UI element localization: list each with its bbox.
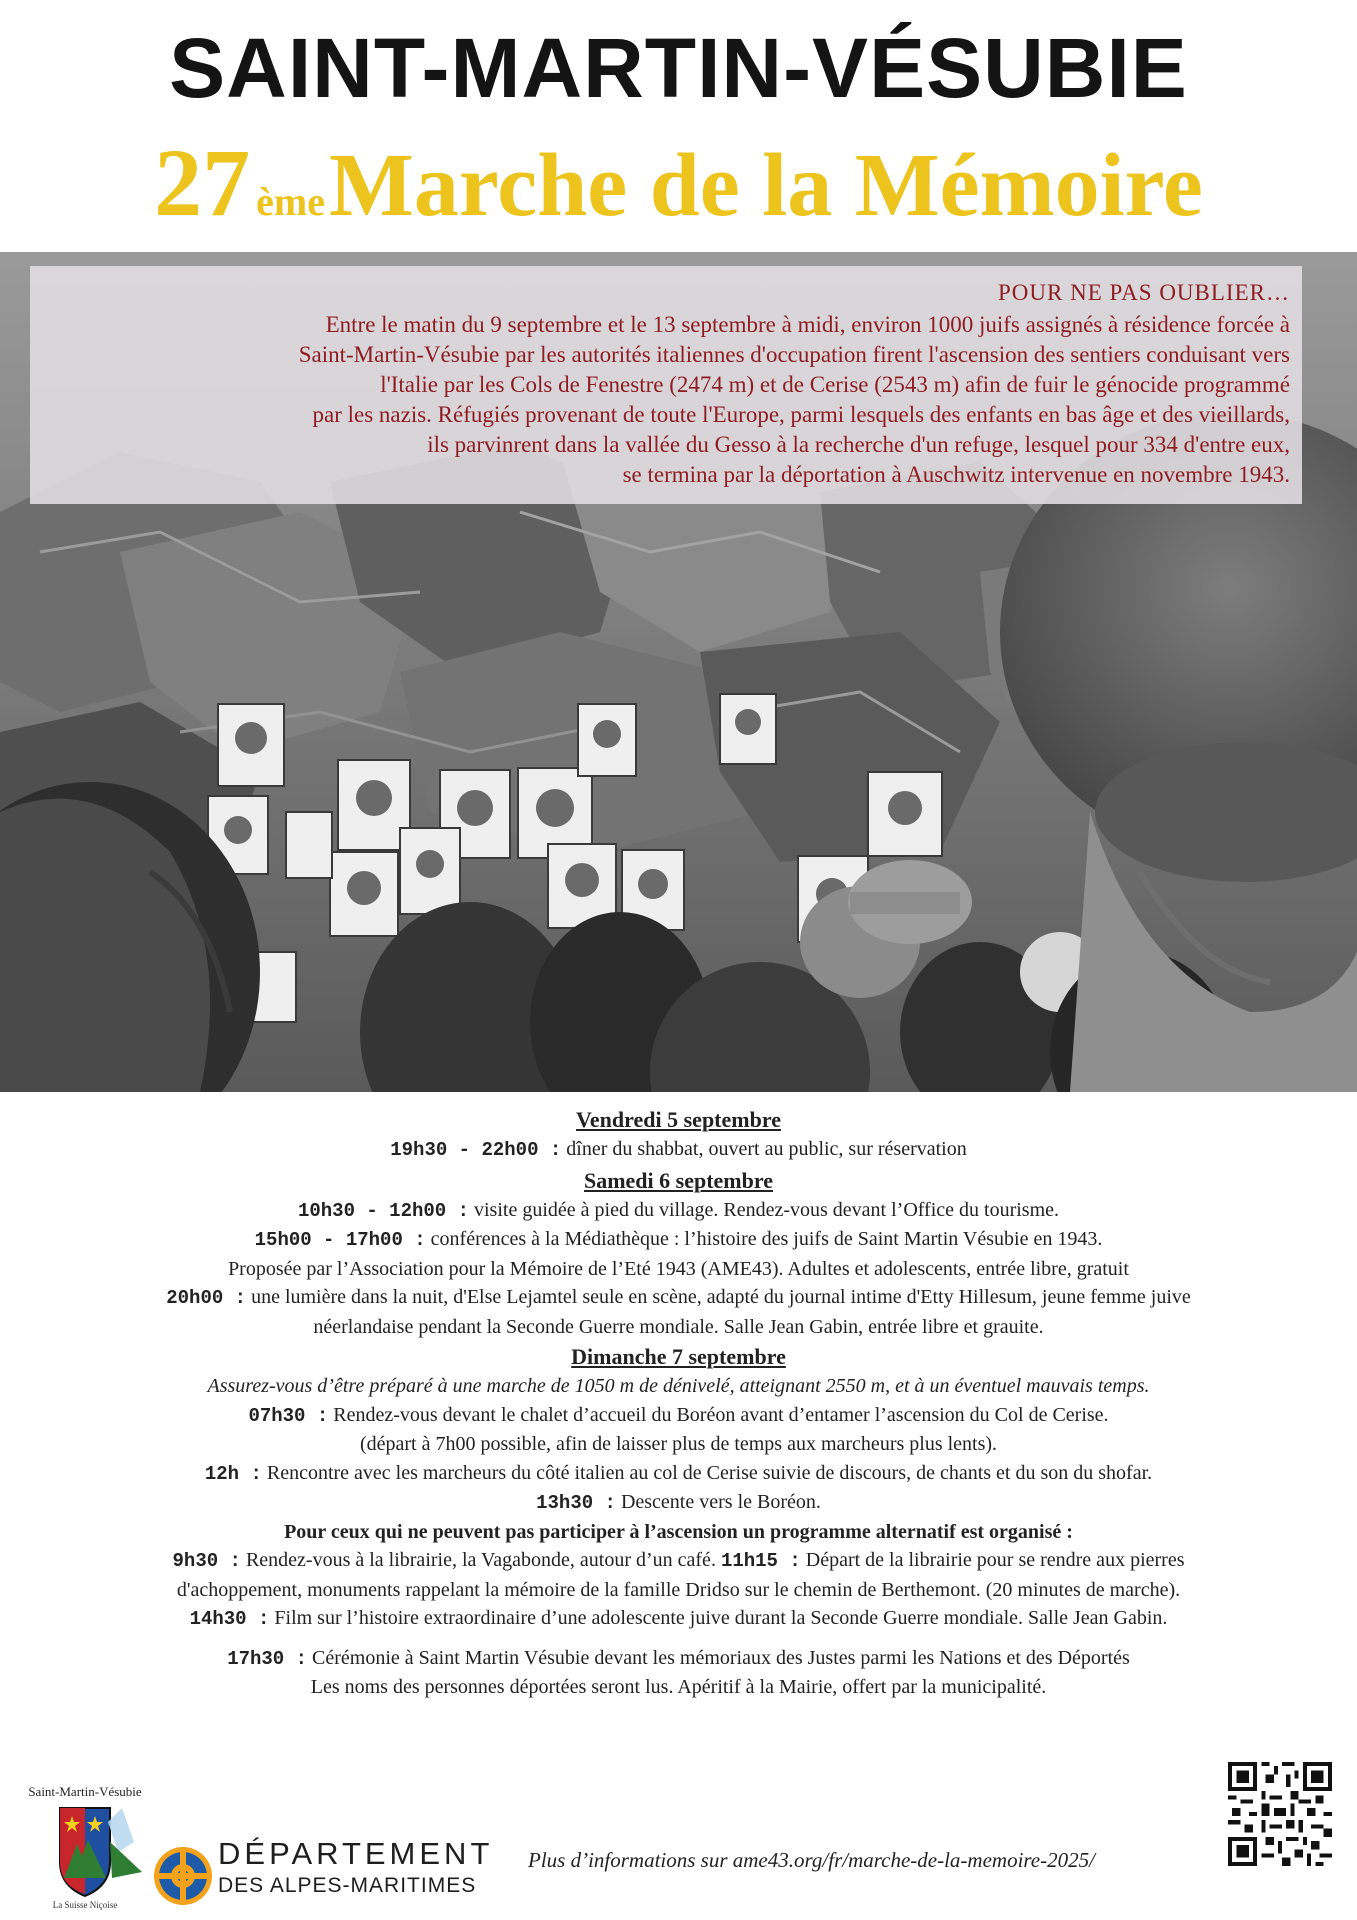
department-emblem-icon <box>148 1830 218 1910</box>
department-name: DÉPARTEMENT <box>218 1836 494 1871</box>
spacer <box>0 1634 1357 1644</box>
intro-line: se termina par la déportation à Auschwitz intervenue en novembre 1943. <box>622 462 1290 487</box>
intro-panel <box>30 266 1302 504</box>
edition-suffix: ème <box>256 179 325 224</box>
program-section <box>0 1104 1357 1702</box>
program-text: Cérémonie à Saint Martin Vésubie devant les mémoriaux des Justes parmi les Nations et des Déportés <box>307 1646 1130 1669</box>
town-logo <box>22 1782 148 1912</box>
program-note: Proposée par l’Association pour la Mémoire de l’Eté 1943 (AME43). Adultes et adolescents, entrée libre, gratuit <box>228 1257 1129 1280</box>
program-item <box>0 1459 1357 1489</box>
program-time: 20h00 : <box>166 1287 247 1309</box>
intro-heading: POUR NE PAS OUBLIER… <box>997 280 1290 305</box>
program-text: Descente vers le Boréon. <box>615 1491 821 1513</box>
intro-line: Entre le matin du 9 septembre et le 13 septembre à midi, environ 1000 juifs assignés à résidence forcée à <box>325 312 1290 337</box>
program-text-continued: néerlandaise pendant la Seconde Guerre mondiale. Salle Jean Gabin, entrée libre et grauite. <box>313 1315 1044 1338</box>
program-item <box>0 1196 1357 1226</box>
program-item <box>0 1604 1357 1634</box>
town-logo-bottom-text: La Suisse Niçoise <box>52 1900 118 1910</box>
program-item <box>0 1546 1357 1576</box>
more-info-link[interactable]: Plus d’informations sur ame43.org/fr/marche-de-la-memoire-2025/ <box>528 1848 1095 1872</box>
program-time: 07h30 : <box>248 1404 329 1427</box>
program-item <box>0 1225 1357 1255</box>
intro-line: par les nazis. Réfugiés provenant de toute l'Europe, parmi lesquels des enfants en bas âge et des vieillards, <box>312 402 1290 427</box>
program-text: Rendez-vous devant le chalet d’accueil du Boréon avant d’entamer l’ascension du Col de Cerise. <box>328 1403 1109 1426</box>
day-heading-sunday: Dimanche 7 septembre <box>571 1344 786 1369</box>
program-time: 10h30 - 12h00 : <box>297 1199 469 1222</box>
program-time: 12h : <box>204 1462 262 1485</box>
program-item <box>0 1283 1357 1313</box>
edition-number: 27 <box>154 129 251 236</box>
intro-line: Saint-Martin-Vésubie par les autorités italiennes d'occupation firent l'ascension des sentiers conduisant vers <box>298 342 1290 367</box>
program-text-continued: Les noms des personnes déportées seront lus. Apéritif à la Mairie, offert par la municipalité. <box>310 1676 1047 1698</box>
program-item <box>0 1135 1357 1165</box>
program-text: une lumière dans la nuit, d'Else Lejamtel seule en scène, adapté du journal intime d'Etty Hillesum, jeune femme juive <box>246 1286 1191 1308</box>
program-text: dîner du shabbat, ouvert au public, sur réservation <box>561 1138 967 1160</box>
program-text-continued: d'achoppement, monuments rappelant la mémoire de la famille Dridso sur le chemin de Berthemont. (20 minutes de marche). <box>176 1578 1181 1601</box>
intro-line: ils parvinrent dans la vallée du Gesso à la recherche d'un refuge, lesquel pour 334 d'entre eux, <box>427 432 1290 457</box>
department-region: DES ALPES-MARITIMES <box>218 1874 477 1897</box>
day-heading-saturday: Samedi 6 septembre <box>583 1167 774 1193</box>
program-warning: Assurez-vous d’être préparé à une marche de 1050 m de dénivelé, atteignant 2550 m, et à un éventuel mauvais temps. <box>207 1375 1150 1397</box>
town-logo-top-text: Saint-Martin-Vésubie <box>28 1784 142 1799</box>
day-heading-friday: Vendredi 5 septembre <box>576 1107 781 1132</box>
program-time: 17h30 : <box>227 1647 308 1670</box>
town-coat-of-arms-icon <box>60 1808 142 1896</box>
poster-subtitle <box>0 128 1357 266</box>
alt-program-heading: Pour ceux qui ne peuvent pas participer à l’ascension un programme alternatif est organisé : <box>284 1520 1073 1543</box>
program-item <box>0 1401 1357 1431</box>
program-time: 15h00 - 17h00 : <box>254 1229 426 1251</box>
program-time: 9h30 : <box>172 1550 241 1572</box>
program-text: Rencontre avec les marcheurs du côté italien au col de Cerise suivie de discours, de chants et du son du shofar. <box>261 1461 1153 1484</box>
program-time: 13h30 : <box>536 1492 616 1514</box>
program-text: Rendez-vous à la librairie, la Vagabonde, autour d’un café. <box>240 1549 721 1571</box>
program-text: Film sur l’histoire extraordinaire d’une adolescente juive durant la Seconde Guerre mondiale. Salle Jean Gabin. <box>269 1607 1168 1629</box>
program-item <box>0 1488 1357 1518</box>
program-text: conférences à la Médiathèque : l’histoire des juifs de Saint Martin Vésubie en 1943. <box>425 1228 1103 1250</box>
intro-text <box>40 310 1290 490</box>
poster-title: SAINT-MARTIN-VÉSUBIE <box>169 21 1188 115</box>
program-text: visite guidée à pied du village. Rendez-vous devant l’Office du tourisme. <box>469 1198 1060 1221</box>
program-time: 14h30 : <box>189 1608 270 1630</box>
event-name: Marche de la Mémoire <box>328 136 1203 235</box>
qr-code-icon[interactable] <box>1228 1762 1332 1866</box>
program-text: Départ de la librairie pour se rendre aux pierres <box>800 1549 1185 1571</box>
program-time: 19h30 - 22h00 : <box>390 1139 562 1161</box>
program-time: 11h15 : <box>720 1550 801 1572</box>
program-note: (départ à 7h00 possible, afin de laisser plus de temps aux marcheurs plus lents). <box>359 1433 998 1455</box>
intro-line: l'Italie par les Cols de Fenestre (2474 m) et de Cerise (2543 m) afin de fuir le génocide programmé <box>380 372 1290 397</box>
program-item <box>0 1644 1357 1674</box>
